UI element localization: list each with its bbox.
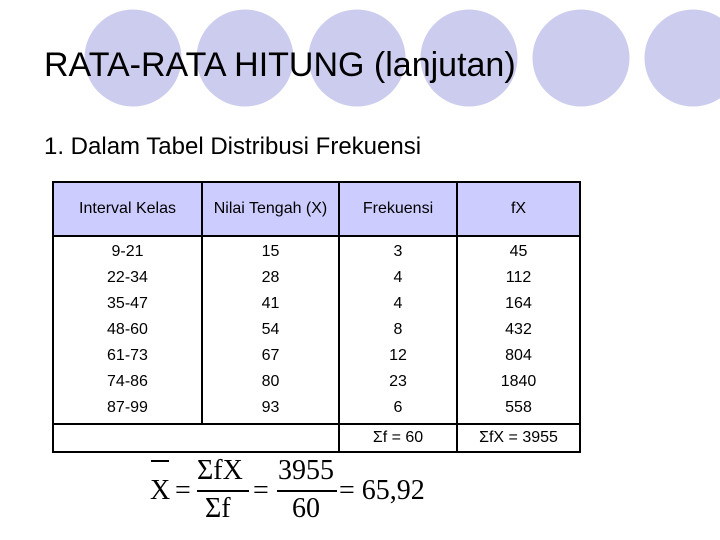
slide-title: RATA-RATA HITUNG (lanjutan) bbox=[44, 46, 516, 84]
frequency-cell: 4 bbox=[393, 269, 403, 286]
formula-result: = 65,92 bbox=[339, 475, 425, 506]
interval-column bbox=[53, 236, 202, 424]
mean-formula bbox=[146, 455, 436, 525]
frequency-cell: 8 bbox=[393, 321, 403, 338]
interval-cell: 35-47 bbox=[107, 295, 148, 312]
frequency-column bbox=[339, 236, 457, 424]
midpoint-column bbox=[202, 236, 339, 424]
midpoint-cell: 93 bbox=[261, 399, 280, 416]
frequency-cell: 6 bbox=[393, 399, 403, 416]
fx-cell: 45 bbox=[509, 243, 528, 260]
interval-cell: 48-60 bbox=[107, 321, 148, 338]
fx-cell: 804 bbox=[505, 347, 532, 364]
interval-cell: 9-21 bbox=[111, 243, 144, 260]
interval-cell: 61-73 bbox=[107, 347, 148, 364]
fx-total: ΣfX = 3955 bbox=[457, 424, 580, 452]
frequency-total: Σf = 60 bbox=[339, 424, 457, 452]
formula-numerator-sum-fx: ΣfX bbox=[197, 455, 243, 486]
fraction-bar-2 bbox=[277, 490, 337, 492]
frequency-cell: 12 bbox=[389, 347, 407, 364]
fx-cell: 164 bbox=[505, 295, 532, 312]
midpoint-cell: 54 bbox=[261, 321, 280, 338]
interval-cell: 74-86 bbox=[107, 373, 148, 390]
table-body-row bbox=[53, 236, 580, 424]
formula-equals-2: = bbox=[253, 475, 269, 506]
formula-denominator-value: 60 bbox=[292, 493, 320, 524]
frequency-distribution-table bbox=[52, 181, 581, 453]
fx-cell: 112 bbox=[505, 269, 532, 286]
interval-cell: 22-34 bbox=[107, 269, 148, 286]
midpoint-cell: 41 bbox=[261, 295, 280, 312]
formula-xbar: X bbox=[150, 475, 171, 506]
header-nilai-tengah: Nilai Tengah (X) bbox=[202, 182, 339, 236]
header-interval-kelas: Interval Kelas bbox=[53, 182, 202, 236]
header-fx: fX bbox=[457, 182, 580, 236]
formula-equals-1: = bbox=[175, 475, 191, 506]
fx-cell: 432 bbox=[505, 321, 532, 338]
midpoint-cell: 80 bbox=[261, 373, 280, 390]
fraction-bar-1 bbox=[197, 490, 249, 492]
fx-cell: 558 bbox=[505, 399, 532, 416]
interval-cell: 87-99 bbox=[107, 399, 148, 416]
fx-column bbox=[457, 236, 580, 424]
header-frekuensi: Frekuensi bbox=[339, 182, 457, 236]
frequency-cell: 3 bbox=[393, 243, 403, 260]
formula-denominator-sum-f: Σf bbox=[205, 493, 231, 524]
xbar-overline bbox=[151, 460, 169, 462]
midpoint-cell: 15 bbox=[261, 243, 280, 260]
table-total-row bbox=[53, 424, 580, 452]
midpoint-cell: 67 bbox=[261, 347, 280, 364]
formula-numerator-value: 3955 bbox=[278, 455, 334, 486]
fx-cell: 1840 bbox=[500, 373, 537, 390]
total-empty-cell bbox=[53, 424, 339, 452]
midpoint-cell: 28 bbox=[261, 269, 280, 286]
table-header-row bbox=[53, 182, 580, 236]
frequency-cell: 4 bbox=[393, 295, 403, 312]
slide-subtitle: 1. Dalam Tabel Distribusi Frekuensi bbox=[44, 133, 422, 160]
frequency-cell: 23 bbox=[389, 373, 407, 390]
